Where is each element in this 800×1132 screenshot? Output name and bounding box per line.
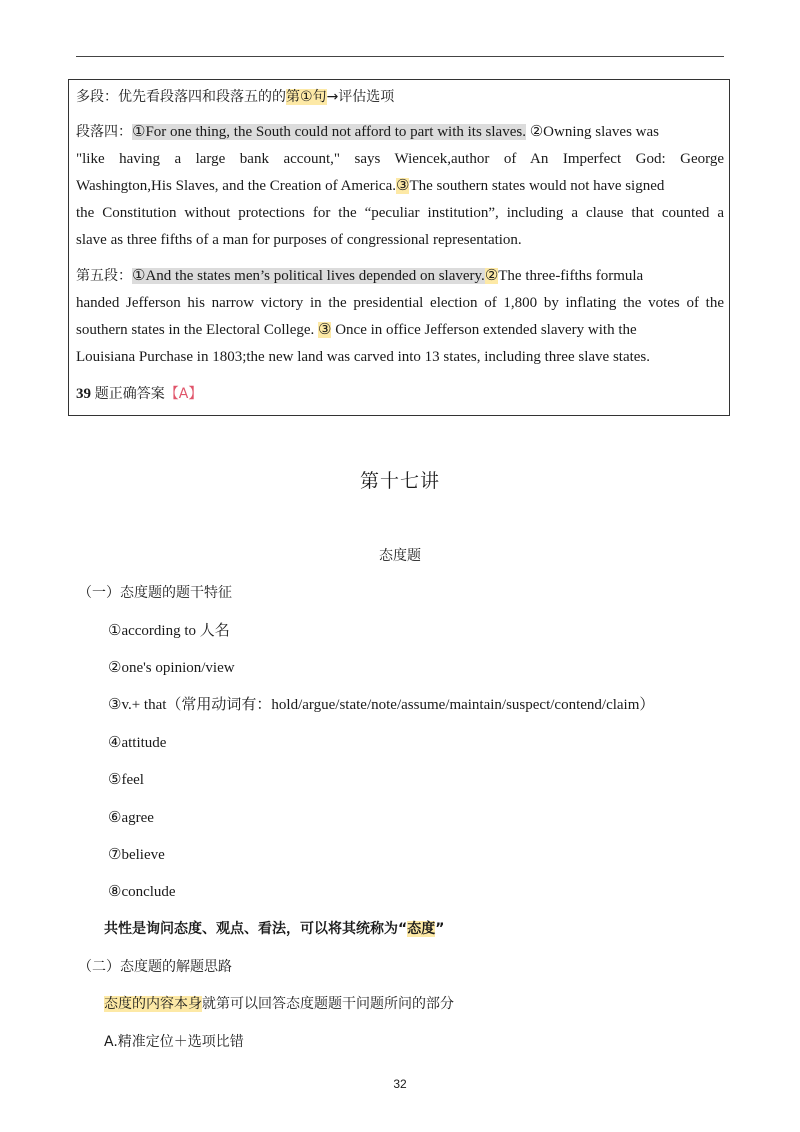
para5-mark-2: ② (484, 268, 499, 284)
summary-prefix: 共性是询问态度、观点、看法，可以将其统称为“ (104, 921, 408, 937)
para4-line-1-rest: ②Owning slaves was (529, 124, 659, 140)
part2-line (104, 994, 454, 1014)
para5-line-3 (76, 320, 724, 340)
para4-line-5: slave as three fifths of a man for purposes of congressional representation. (76, 232, 522, 248)
box-header (76, 87, 724, 107)
answer-label: 题正确答案 (94, 386, 165, 402)
para5-line-4: Louisiana Purchase in 1803;the new land was carved into 13 states, including three slave states. (76, 349, 651, 365)
feature-item-8: ⑧conclude (108, 884, 176, 900)
para5-line-1-rest: The three-fifths formula (498, 268, 644, 284)
para5-sentence-1: ①And the states men’s political lives depended on slavery. (132, 268, 485, 284)
para4-line-3-post: The southern states would not have signed (409, 178, 665, 194)
feature-item-2: ②one's opinion/view (108, 660, 235, 676)
para5-label: 第五段： (76, 268, 132, 284)
section-title: 态度题 (379, 548, 421, 564)
para5-line-3-pre: southern states in the Electoral College. (76, 322, 315, 338)
lecture-title: 第十七讲 (359, 470, 440, 492)
part2-step-a: A.精准定位＋选项比错 (104, 1034, 244, 1050)
summary-highlight: 态度 (407, 921, 436, 937)
feature-item-1: ①according to 人名 (108, 623, 230, 639)
part2-line-rest: 就第可以回答态度题题干问题所问的部分 (202, 996, 454, 1012)
para4-label: 段落四： (76, 124, 132, 140)
answer-value: 【A】 (164, 386, 203, 402)
box-header-highlight: 第①句 (286, 89, 327, 105)
para4-sentence-1: ①For one thing, the South could not afford to part with its slaves. (132, 124, 526, 140)
answer-number: 39 (76, 386, 91, 402)
para4-line-2: "like having a large bank account," says Wiencek,author of An Imperfect God: George (76, 151, 724, 167)
box-header-suffix: →评估选项 (326, 89, 395, 105)
page-number: 32 (393, 1077, 407, 1091)
feature-item-5: ⑤feel (108, 772, 144, 788)
para4-mark-3: ③ (395, 178, 410, 194)
box-header-prefix: 多段：优先看段落四和段落五的的 (76, 89, 286, 105)
header-rule (76, 56, 724, 57)
para4-line-1 (76, 122, 724, 142)
para5-line-2: handed Jefferson his narrow victory in the presidential election of 1,800 by inflating the votes of the (76, 295, 724, 311)
summary-suffix: ” (435, 921, 445, 937)
part1-heading: （一）态度题的题干特征 (78, 585, 232, 601)
feature-item-3: ③v.+ that（常用动词有：hold/argue/state/note/assume/maintain/suspect/contend/claim） (108, 697, 655, 713)
para5-mark-3: ③ (318, 322, 332, 338)
feature-item-7: ⑦believe (108, 847, 165, 863)
para4-line-4: the Constitution without protections for the “peculiar institution”, including a clause that counted a (76, 205, 724, 221)
part1-summary (104, 919, 444, 939)
feature-item-4: ④attitude (108, 735, 167, 751)
para4-line-3 (76, 176, 724, 196)
part2-heading: （二）态度题的解题思路 (78, 959, 232, 975)
para5-line-1 (76, 266, 724, 286)
para5-line-3-post: Once in office Jefferson extended slavery with the (335, 322, 637, 338)
answer-line (76, 384, 724, 404)
para4-line-3-pre: Washington,His Slaves, and the Creation of America. (76, 178, 396, 194)
part2-highlight: 态度的内容本身 (104, 996, 202, 1012)
feature-item-6: ⑥agree (108, 810, 154, 826)
